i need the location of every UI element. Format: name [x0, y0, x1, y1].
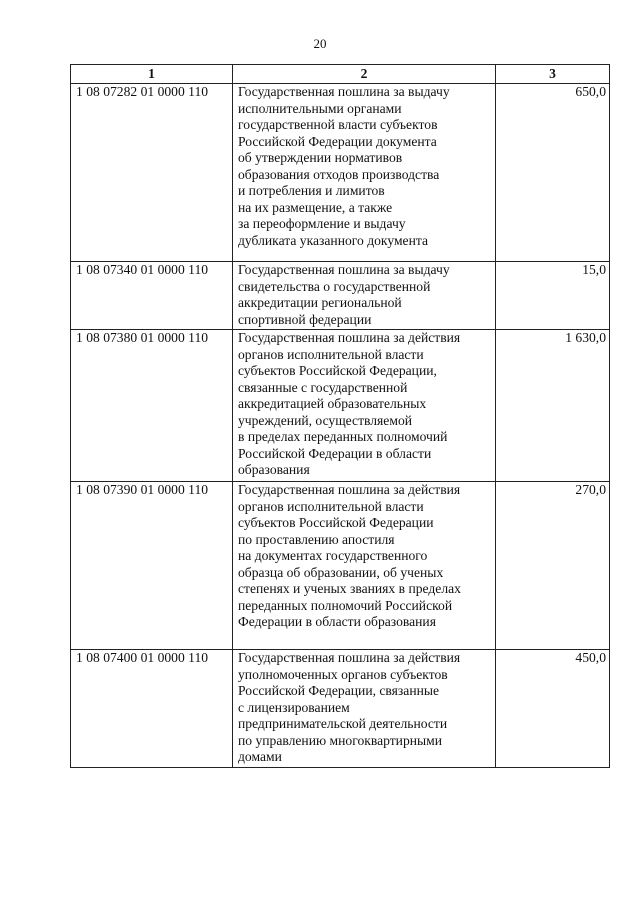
amount-cell: 1 630,0 [496, 330, 610, 482]
budget-revenue-table [70, 64, 610, 768]
budget-code-cell: 1 08 07340 01 0000 110 [71, 262, 233, 330]
budget-code-cell: 1 08 07400 01 0000 110 [71, 650, 233, 768]
budget-code-cell: 1 08 07380 01 0000 110 [71, 330, 233, 482]
revenue-name-cell: Государственная пошлина за выдачу исполнительными органами государственной власти субъектов Российской Федерации документа об утверждении нормативов образования отходов производства и потребления и лимитов на их размещение, а также за переоформление и выдачу дубликата указанного документа [233, 84, 496, 262]
revenue-name-cell: Государственная пошлина за действия органов исполнительной власти субъектов Российской Федерации, связанные с государственной аккредитацией образовательных учреждений, осуществляемой в пределах переданных полномочий Российской Федерации в области образования [233, 330, 496, 482]
amount-cell: 650,0 [496, 84, 610, 262]
budget-code-cell: 1 08 07282 01 0000 110 [71, 84, 233, 262]
revenue-name-cell: Государственная пошлина за действия органов исполнительной власти субъектов Российской Федерации по проставлению апостиля на документах государственного образца об образовании, об ученых степенях и ученых званиях в пределах переданных полномочий Российской Федерации в области образования [233, 482, 496, 650]
table-row [71, 650, 610, 768]
table-row [71, 84, 610, 262]
table-row [71, 330, 610, 482]
table-header-row [71, 65, 610, 84]
amount-cell: 450,0 [496, 650, 610, 768]
page-number: 20 [313, 36, 327, 51]
revenue-name-cell: Государственная пошлина за выдачу свидетельства о государственной аккредитации региональной спортивной федерации [233, 262, 496, 330]
column-header-amount: 3 [496, 65, 610, 84]
column-header-name: 2 [233, 65, 496, 84]
column-header-code: 1 [71, 65, 233, 84]
budget-code-cell: 1 08 07390 01 0000 110 [71, 482, 233, 650]
table-row [71, 482, 610, 650]
amount-cell: 270,0 [496, 482, 610, 650]
table-row [71, 262, 610, 330]
revenue-name-cell: Государственная пошлина за действия уполномоченных органов субъектов Российской Федерации, связанные с лицензированием предпринимательской деятельности по управлению многоквартирными домами [233, 650, 496, 768]
amount-cell: 15,0 [496, 262, 610, 330]
